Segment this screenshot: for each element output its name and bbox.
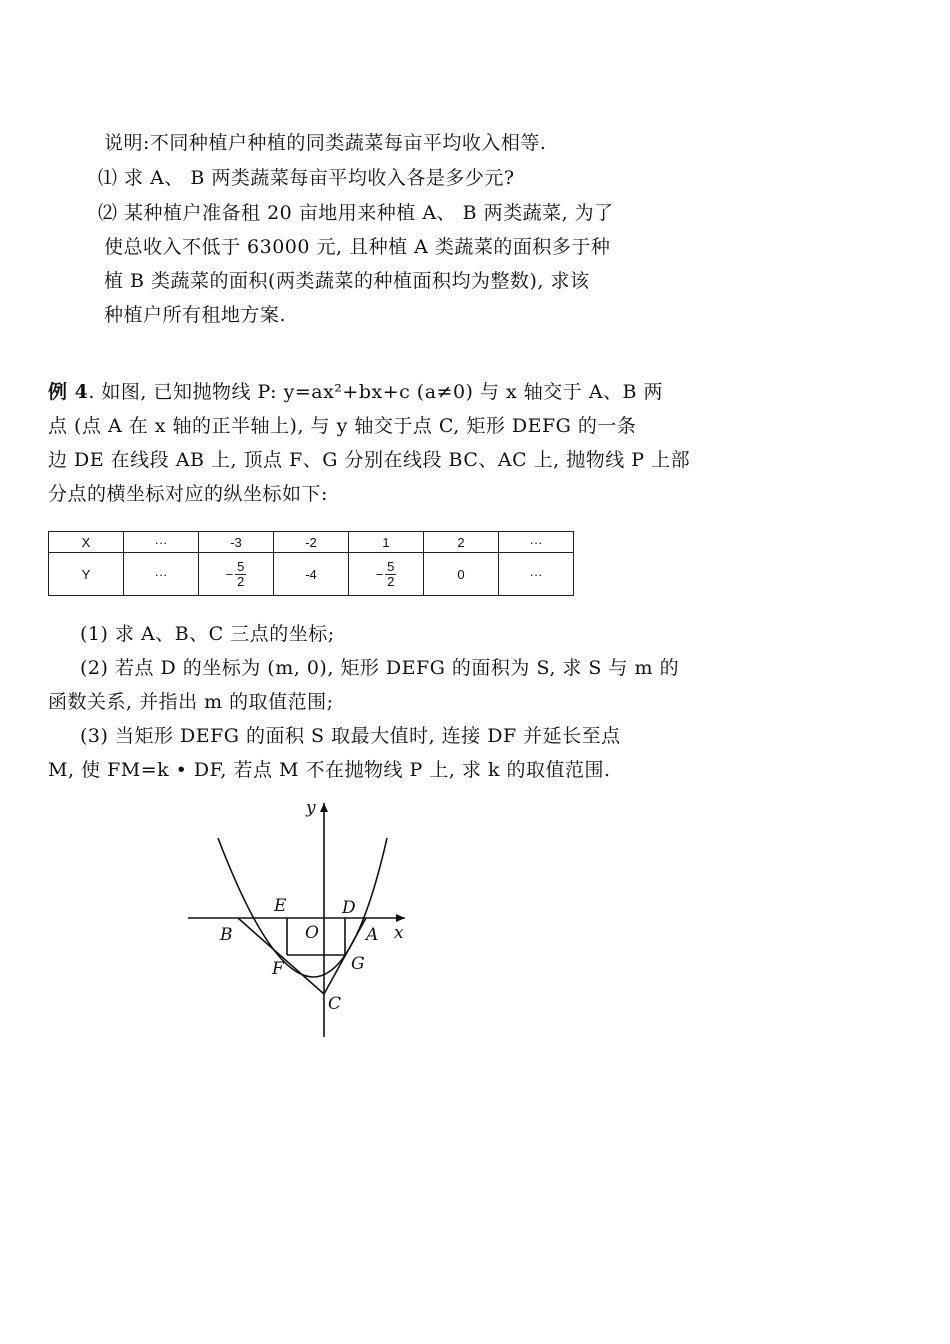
x-axis-label: x xyxy=(394,923,404,943)
label-o: O xyxy=(305,923,319,943)
question-2-line-3: 植 B 类蔬菜的面积(两类蔬菜的种植面积均为整数), 求该 xyxy=(104,270,590,292)
label-b: B xyxy=(220,925,233,945)
question-2-line-4: 种植户所有租地方案. xyxy=(104,304,287,326)
fraction-numerator: 5 xyxy=(237,558,245,574)
fraction-numerator: 5 xyxy=(387,558,395,574)
table-cell: ··· xyxy=(124,553,199,596)
fraction xyxy=(235,560,246,589)
table-cell: -3 xyxy=(199,532,274,553)
label-c: C xyxy=(328,994,342,1014)
fraction-denominator: 2 xyxy=(387,573,395,589)
label-d: D xyxy=(342,898,356,918)
example-4-line-2: 点 (点 A 在 x 轴的正半轴上), 与 y 轴交于点 C, 矩形 DEFG 的一条 xyxy=(48,415,637,437)
table-cell: ··· xyxy=(124,532,199,553)
question-2-line-2: 使总收入不低于 63000 元, 且种植 A 类蔬菜的面积多于种 xyxy=(104,236,611,258)
example-4-line-4: 分点的横坐标对应的纵坐标如下: xyxy=(48,483,328,505)
fraction xyxy=(385,560,396,589)
table-cell: ··· xyxy=(499,532,574,553)
table-row-x xyxy=(49,532,574,553)
sub-question-2-line-1: (2) 若点 D 的坐标为 (m, 0), 矩形 DEFG 的面积为 S, 求 S 与 m 的 xyxy=(80,657,680,679)
label-e: E xyxy=(274,896,287,916)
example-text: . 如图, 已知抛物线 P: y=ax²+bx+c (a≠0) 与 x 轴交于 A、B 两 xyxy=(88,381,664,403)
sub-question-2-line-2: 函数关系, 并指出 m 的取值范围; xyxy=(48,691,334,713)
table-cell: 1 xyxy=(349,532,424,553)
table-cell: Y xyxy=(49,553,124,596)
table-cell: -2 xyxy=(274,532,349,553)
fraction-denominator: 2 xyxy=(237,573,245,589)
minus-sign: − xyxy=(225,566,234,582)
table-cell: 2 xyxy=(424,532,499,553)
minus-sign: − xyxy=(375,566,384,582)
table-cell: -4 xyxy=(274,553,349,596)
table-cell: ··· xyxy=(499,553,574,596)
sub-question-3-line-2: M, 使 FM=k • DF, 若点 M 不在抛物线 P 上, 求 k 的取值范围. xyxy=(48,759,611,781)
parabola-figure xyxy=(180,795,420,1045)
note-line: 说明:不同种植户种植的同类蔬菜每亩平均收入相等. xyxy=(104,132,547,154)
label-g: G xyxy=(351,954,365,974)
question-1-line: ⑴ 求 A、 B 两类蔬菜每亩平均收入各是多少元? xyxy=(98,167,515,189)
y-axis-label: y xyxy=(306,798,316,818)
table-cell xyxy=(349,553,424,596)
table-row-y xyxy=(49,553,574,596)
table-cell: X xyxy=(49,532,124,553)
sub-question-3-line-1: (3) 当矩形 DEFG 的面积 S 取最大值时, 连接 DF 并延长至点 xyxy=(80,725,621,747)
sub-question-1: (1) 求 A、B、C 三点的坐标; xyxy=(80,623,335,645)
table-cell: 0 xyxy=(424,553,499,596)
question-2-line-1: ⑵ 某种植户准备租 20 亩地用来种植 A、 B 两类蔬菜, 为了 xyxy=(98,202,614,224)
label-f: F xyxy=(272,959,284,979)
table-cell xyxy=(199,553,274,596)
value-table xyxy=(48,531,574,596)
example-4-line-3: 边 DE 在线段 AB 上, 顶点 F、G 分别在线段 BC、AC 上, 抛物线 P 上部 xyxy=(48,449,691,471)
example-4-line-1 xyxy=(48,380,663,404)
label-a: A xyxy=(366,925,379,945)
example-label: 例 4 xyxy=(48,381,89,403)
